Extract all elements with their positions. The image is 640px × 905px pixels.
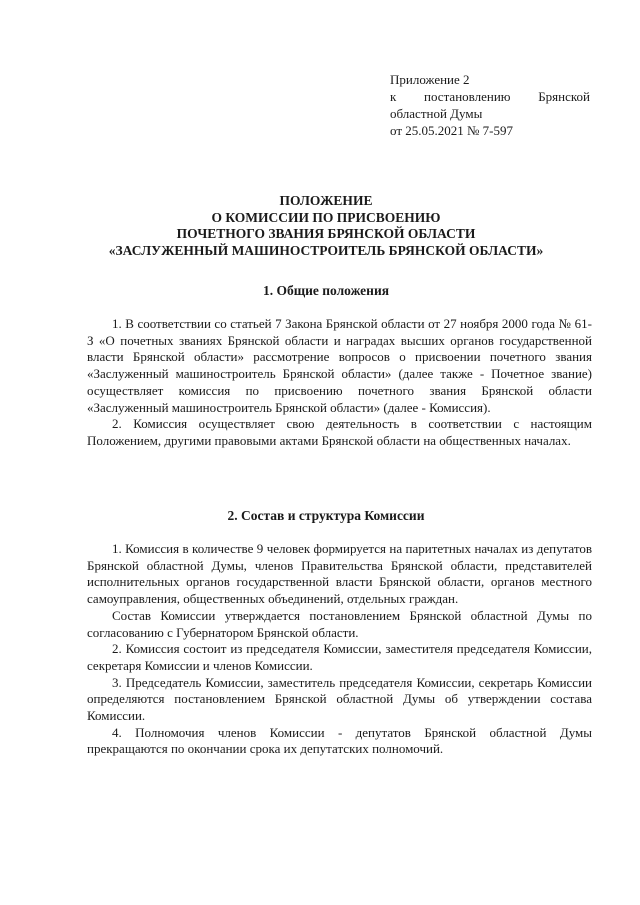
section-2-body [87,541,592,758]
section-2-paragraph-3: 2. Комиссия состоит из председателя Комиссии, заместителя председателя Комиссии, секретаря Комиссии и членов Комиссии. [87,641,592,673]
title-line-1: ПОЛОЖЕНИЕ [279,193,373,208]
section-2-paragraph-5: 4. Полномочия членов Комиссии - депутатов Брянской областной Думы прекращаются по окончании срока их депутатских полномочий. [87,724,592,757]
title-line-2: О КОМИССИИ ПО ПРИСВОЕНИЮ [211,209,441,225]
section-1-paragraph-2: 2. Комиссия осуществляет свою деятельность в соответствии с настоящим Положением, другими правовыми актами Брянской области на общественных началах. [87,416,592,448]
appendix-line-1: Приложение 2 [390,72,470,87]
document-title [60,193,592,259]
section-1-paragraph-1: 1. В соответствии со статьей 7 Закона Брянской области от 27 ноября 2000 года № 61-З «О почетных званиях Брянской области и наградах высших органов государственной власти Брянской области» рассмотрение вопросов о присвоении почетного звания «Заслуженный машиностроитель Брянской области» (далее также - Почетное звание) осуществляет комиссия по присвоению почетного звания Брянской области «Заслуженный машиностроитель Брянской области» (далее - Комиссия). [87,316,592,415]
section-1-heading: 1. Общие положения [262,283,390,298]
title-line-3: ПОЧЕТНОГО ЗВАНИЯ БРЯНСКОЙ ОБЛАСТИ [176,226,476,241]
section-2-paragraph-2: Состав Комиссии утверждается постановлением Брянской областной Думы по согласованию с Губернатором Брянской области. [87,607,592,640]
appendix-line-2: к постановлению Брянской [390,89,590,104]
appendix-line-4: от 25.05.2021 № 7-597 [390,123,513,138]
appendix-block [390,71,590,139]
title-line-4: «ЗАСЛУЖЕННЫЙ МАШИНОСТРОИТЕЛЬ БРЯНСКОЙ ОБЛАСТИ» [108,242,544,258]
section-2-heading: 2. Состав и структура Комиссии [227,508,425,523]
section-2-paragraph-4: 3. Председатель Комиссии, заместитель председателя Комиссии, секретарь Комиссии определяются постановлением Брянской областной Думы об утверждении состава Комиссии. [87,674,592,724]
section-2-paragraph-1: 1. Комиссия в количестве 9 человек формируется на паритетных началах из депутатов Брянской областной Думы, членов Правительства Брянской области, представителей исполнительных органов государственной власти Брянской области, органов местного самоуправления, общественных объединений, отдельных граждан. [87,541,592,607]
section-1-body [87,316,592,450]
appendix-line-3: областной Думы [390,106,483,121]
